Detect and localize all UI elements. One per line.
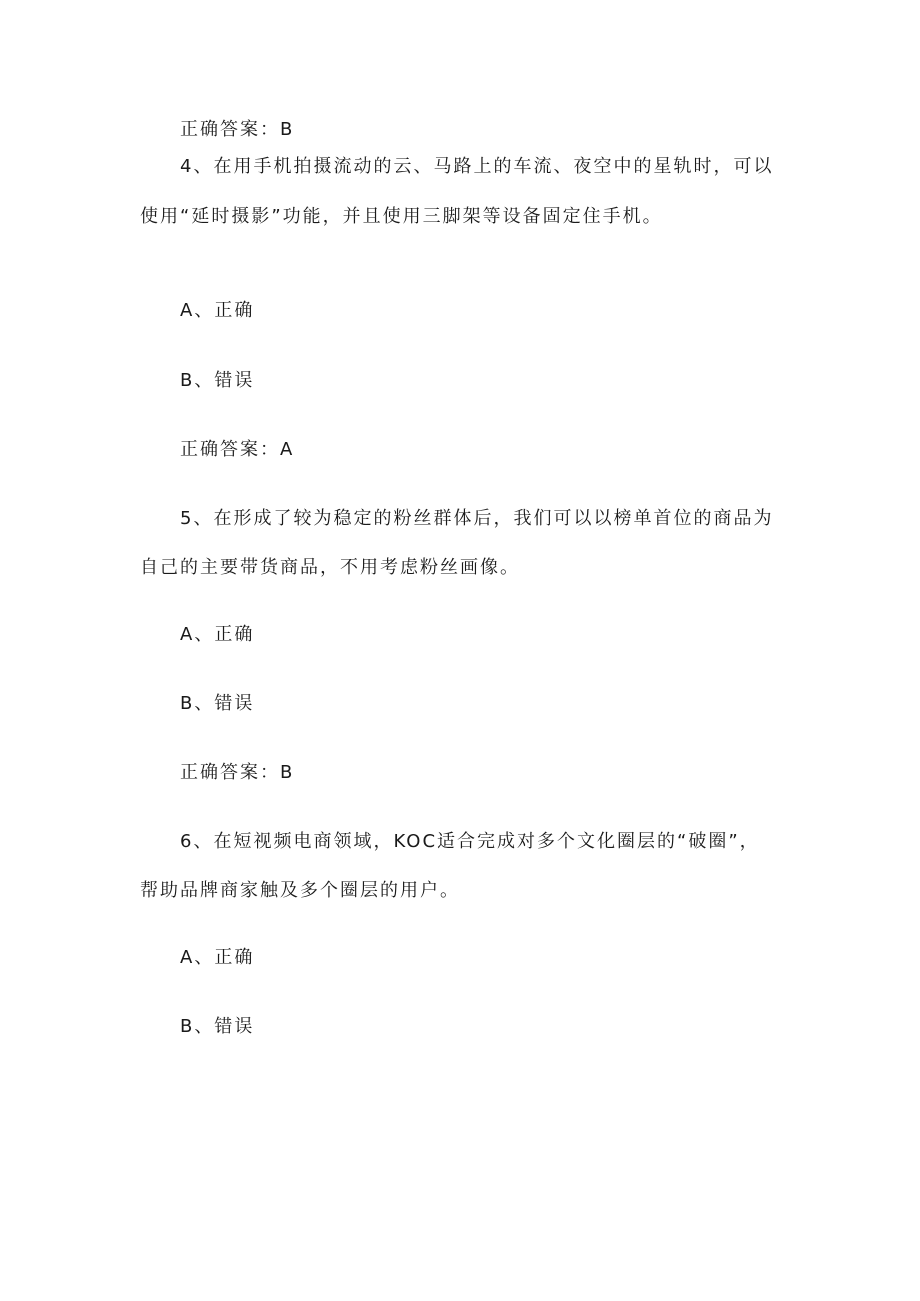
question-5-text-line-2: 自己的主要带货商品，不用考虑粉丝画像。 [140,557,520,578]
answer-text: 正确答案：B [180,119,295,140]
question-6-option-b: B、错误 [180,1016,255,1037]
question-5-text-line-1: 5、在形成了较为稳定的粉丝群体后，我们可以以榜单首位的商品为 [180,508,774,529]
question-5-option-b: B、错误 [180,693,255,714]
question-4-option-b: B、错误 [180,370,255,391]
question-4-option-a: A、正确 [180,300,255,321]
question-4-answer: 正确答案：A [180,439,295,460]
question-4-text-line-2: 使用“延时摄影”功能，并且使用三脚架等设备固定住手机。 [140,206,663,227]
question-6-option-a: A、正确 [180,947,255,968]
question-6-text-line-2: 帮助品牌商家触及多个圈层的用户。 [140,880,460,901]
question-4-text-line-1: 4、在用手机拍摄流动的云、马路上的车流、夜空中的星轨时，可以 [180,156,774,177]
question-5-option-a: A、正确 [180,624,255,645]
question-6-text-line-1: 6、在短视频电商领域，KOC适合完成对多个文化圈层的“破圈”， [180,831,760,852]
question-5-answer: 正确答案：B [180,762,295,783]
